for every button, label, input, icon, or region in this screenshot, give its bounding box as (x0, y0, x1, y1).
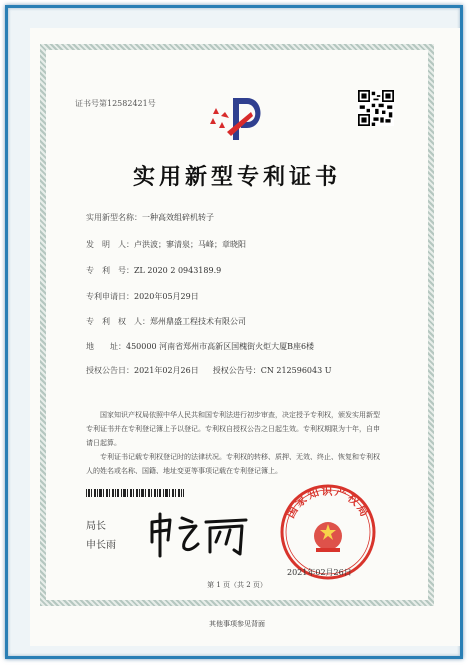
field-patent-number: 专 利 号：ZL 2020 2 0943189.9 (86, 266, 222, 275)
grant-publication-number: 授权公告号：CN 212596043 U (212, 366, 332, 375)
seal-date: 2021年02月26日 (287, 568, 352, 577)
handwritten-signature (146, 508, 254, 560)
cnipa-logo-icon (207, 94, 267, 142)
field-patentee: 专 利 权 人：郑州鼎盛工程技术有限公司 (86, 317, 246, 326)
signature-role: 局长 (86, 521, 106, 532)
field-address: 地 址：450000 河南省郑州市高新区国槐街火炬大厦B座6楼 (86, 342, 315, 351)
field-grant-date: 授权公告日：2021年02月26日 授权公告号：CN 212596043 U (86, 366, 332, 375)
svg-text:国家知识产权局 (283, 483, 372, 520)
certificate-body (86, 408, 386, 478)
back-note: 其他事项参见背面 (209, 620, 265, 628)
qr-code-icon (358, 90, 394, 126)
barcode-icon (86, 489, 184, 497)
body-paragraph: 专利证书记载专利权登记时的法律状况。专利权的转移、质押、无效、终止、恢复和专利权人的姓名或名称、国籍、地址变更等事项记载在专利登记簿上。 (86, 453, 380, 475)
field-inventors: 发 明 人：卢洪波；寥清泉；马峰；章晓阳 (86, 240, 246, 249)
signature-name: 申长雨 (86, 540, 116, 551)
certificate-title: 实用新型专利证书 (132, 165, 341, 190)
body-paragraph: 国家知识产权局依照中华人民共和国专利法进行初步审查，决定授予专利权，颁发实用新型专利证书并在专利登记簿上予以登记。专利权自授权公告之日起生效。专利权期限为十年，自申请日起算。 (86, 411, 380, 447)
field-utility-model-name: 实用新型名称：一种高效组碎机转子 (86, 213, 214, 222)
field-application-date: 专利申请日：2020年05月29日 (86, 292, 199, 301)
seal-text: 国家知识产权局 (283, 484, 373, 521)
page-number: 第 1 页（共 2 页） (207, 581, 267, 589)
certificate-number: 证书号第12582421号 (75, 99, 156, 108)
